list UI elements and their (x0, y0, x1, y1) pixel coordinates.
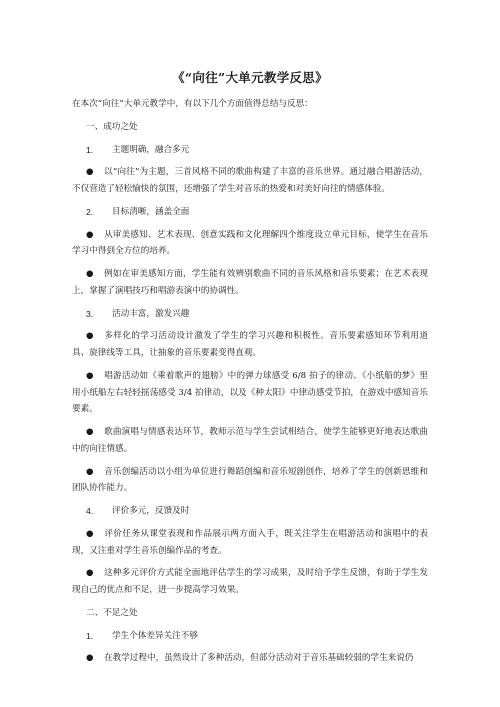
list-number: 4. (86, 506, 94, 516)
list-number: 1. (86, 630, 94, 641)
bullet-paragraph (72, 368, 428, 418)
bullet-text: 这种多元评价方式能全面地评估学生的学习成果，及时给予学生反馈，有助于学生发现自己的优点和不足，进一步提高学习效果。 (72, 568, 428, 595)
numbered-heading-label: 主题明确，融合多元 (112, 144, 190, 155)
intro-paragraph: 在本次“向往”大单元教学中，有以下几个方面值得总结与反思： (72, 99, 313, 109)
numbered-heading (72, 204, 428, 221)
bullet-text: 评价任务从课堂表现和作品展示两方面入手，既关注学生在唱游活动和演唱中的表现，又注重对学生音乐创编作品的考查。 (72, 528, 428, 556)
bullet-paragraph (72, 164, 428, 198)
bullet-paragraph (72, 328, 428, 362)
bullet-icon: ● (86, 167, 94, 178)
numbered-heading (72, 142, 428, 159)
bullet-paragraph (72, 266, 428, 300)
numbered-heading (72, 628, 428, 645)
bullet-text: 以“向往”为主题，三首风格不同的歌曲构建了丰富的音乐世界。通过融合唱游活动，不仅营造了轻松愉快的氛围，还增强了学生对音乐的热爱和对美好向往的情感体验。 (72, 167, 428, 194)
bullet-icon: ● (86, 568, 94, 579)
bullet-icon: ● (86, 331, 94, 342)
section-heading-successes: 一、成功之处 (86, 121, 138, 132)
bullet-icon: ● (86, 653, 94, 664)
numbered-heading-label: 活动丰富，激发兴趣 (112, 308, 190, 319)
bullet-text: 在教学过程中，虽然设计了多种活动，但部分活动对于音乐基础较弱的学生来说仍 (104, 653, 414, 664)
bullet-text: 唱游活动如《乘着歌声的翅膀》中的弹力球感受 6/8 拍子的律动、《小纸船的梦》里用小纸船左右轻轻摇荡感受 3/4 拍律动，以及《种太阳》中律动感受节拍，在游戏中感知音乐要素。 (72, 370, 428, 415)
bullet-paragraph (72, 526, 428, 560)
bullet-icon: ● (86, 427, 94, 437)
bullet-icon: ● (86, 528, 94, 539)
numbered-heading (72, 503, 428, 520)
numbered-heading-label: 评价多元，反馈及时 (112, 506, 190, 516)
list-number: 1. (86, 144, 94, 155)
document-title: 《“向往”大单元教学反思》 (172, 70, 328, 85)
bullet-icon: ● (86, 269, 94, 279)
bullet-text: 从审美感知、艺术表现、创意实践和文化理解四个维度设立单元目标，使学生在音乐学习中得到全方位的培养。 (72, 229, 428, 257)
bullet-paragraph (72, 565, 428, 599)
bullet-paragraph (72, 227, 428, 261)
bullet-paragraph (72, 424, 428, 458)
bullet-icon: ● (86, 229, 94, 240)
numbered-heading-label: 学生个体差异关注不够 (112, 630, 198, 641)
bullet-text: 多样化的学习活动设计激发了学生的学习兴趣和积极性。音乐要素感知环节利用道具、旋律线等工具，让抽象的音乐要素变得直观。 (72, 331, 428, 358)
numbered-heading (72, 306, 428, 323)
bullet-text: 音乐创编活动以小组为单位进行舞蹈创编和音乐短剧创作，培养了学生的创新思维和团队协作能力。 (72, 466, 428, 494)
bullet-icon: ● (86, 466, 94, 477)
bullet-paragraph (72, 650, 428, 667)
section-heading-shortcomings: 二、不足之处 (86, 607, 138, 618)
list-number: 3. (86, 308, 94, 319)
bullet-icon: ● (86, 370, 94, 381)
bullet-text: 例如在审美感知方面，学生能有效辨别歌曲不同的音乐风格和音乐要素；在艺术表现上，掌握了演唱技巧和唱游表演中的协调性。 (72, 269, 428, 296)
bullet-paragraph (72, 464, 428, 498)
bullet-text: 歌曲演唱与情感表达环节，教师示范与学生尝试相结合，使学生能够更好地表达歌曲中的向往情感。 (72, 427, 428, 454)
numbered-heading-label: 目标清晰，涵盖全面 (112, 206, 190, 217)
list-number: 2. (86, 206, 94, 217)
